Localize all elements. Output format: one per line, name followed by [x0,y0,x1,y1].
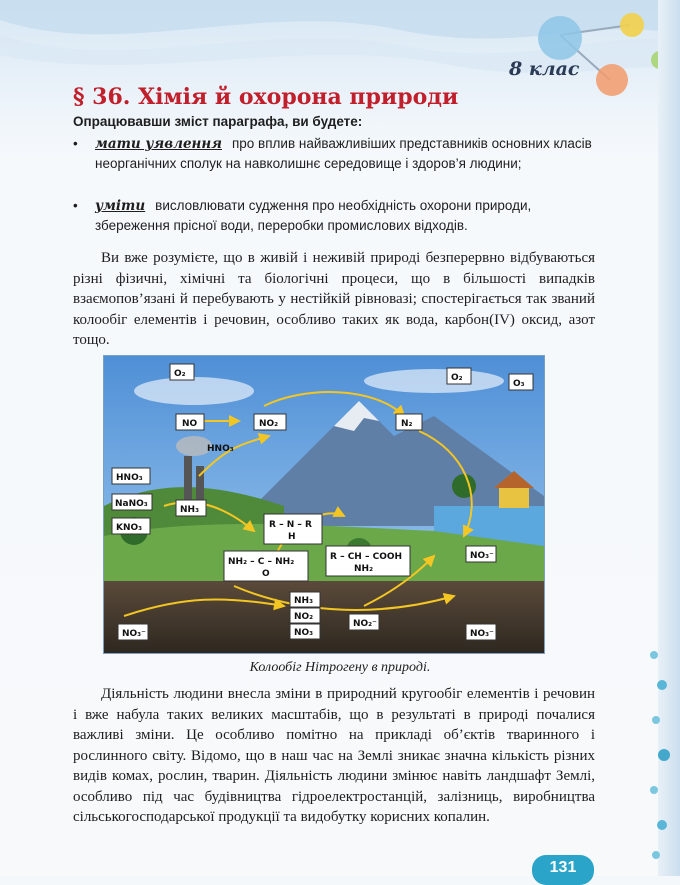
goal-item [73,196,593,236]
svg-text:NO₂: NO₂ [294,612,314,622]
label-n2 [396,414,422,430]
label-amino-acid [326,546,410,576]
svg-text:NO₂: NO₂ [259,419,279,429]
svg-text:R – N – R: R – N – R [269,520,312,530]
nitrogen-cycle-diagram [103,355,545,654]
label-no3-bottom-left [118,624,148,640]
svg-text:HNO₃: HNO₃ [207,444,234,454]
svg-text:O: O [262,569,270,579]
label-hno3 [112,468,150,484]
goal-text: про вплив найважливіших представників основних класів неорганічних сполук на навколишнє середовище і здоров’я людини; [95,136,592,171]
svg-text:NaNO₃: NaNO₃ [115,499,148,509]
page-number: 131 [532,855,594,885]
svg-text:HNO₃: HNO₃ [116,473,143,483]
grade-label: 8 клас [509,58,580,80]
goal-item [73,134,593,174]
label-hno3-air [207,444,234,454]
svg-text:NO₃: NO₃ [294,628,314,638]
svg-text:NH₃: NH₃ [180,505,200,515]
label-soil-stack [290,592,320,639]
svg-text:NO₃⁻: NO₃⁻ [470,551,494,561]
svg-text:KNO₃: KNO₃ [116,523,143,533]
label-nano3 [112,494,152,510]
label-no2 [254,414,286,430]
section-title: § 36. Хімія й охорона природи [73,84,459,110]
paragraph-intro: Ви вже розумієте, що в живій і неживій природі безперервно відбуваються різні фізичні, хімічні та біологічні процеси, що в більшості випадків взаємопов’язані й перебувають у нестійкій рівновазі; спостерігається так званий колообіг елементів і речовин, особливо таких як вода, карбон(IV) оксид, азот тощо. [73,250,595,348]
svg-text:NO: NO [182,419,198,429]
label-o3 [509,374,533,390]
svg-text:N₂: N₂ [401,419,413,429]
svg-text:NO₃⁻: NO₃⁻ [122,629,146,639]
label-no3-bottom-right [466,624,496,640]
svg-text:O₃: O₃ [513,379,525,389]
label-o2-left [170,364,194,380]
goal-keyword: мати уявлення [95,136,222,152]
svg-text:NH₂: NH₂ [354,564,374,574]
svg-text:NH₃: NH₃ [294,596,314,606]
paragraph-human-impact: Діяльність людини внесла зміни в природний кругообіг елементів і речовин і вже набула таких великих масштабів, що в результаті в природі почалися важливі зміни. Це особливо помітно на прикладі об’єктів тваринного і рослинного світу. Відомо, що в наш час на Землі зникає значна кількість різних видів комах, рослин, тварин. Діяльність людини змінює навіть ландшафт Землі, особливо під час будівництва гідроелектростанцій, залізниць, виробництва сільськогосподарської продукції та видобутку корисних копалин. [73,686,595,825]
svg-text:NO₃⁻: NO₃⁻ [470,629,494,639]
goal-text: висловлювати судження про необхідність охорони природи, збереження прісної води, переробки промислових відходів. [95,198,532,233]
bullet-icon: • [73,198,78,213]
svg-text:R – CH – COOH: R – CH – COOH [330,552,403,562]
svg-text:NH₂ – C – NH₂: NH₂ – C – NH₂ [228,557,295,567]
figure-caption: Колообіг Нітрогену в природі. [249,660,431,675]
soil [104,581,544,653]
svg-text:H: H [288,532,296,542]
label-no [176,414,204,430]
svg-text:O₂: O₂ [174,369,186,379]
label-nh3 [176,500,206,516]
label-amine [264,514,322,544]
bullet-icon: • [73,136,78,151]
section-intro: Опрацювавши зміст параграфа, ви будете: [73,114,363,129]
label-no2-minus [349,614,379,630]
label-urea [224,551,308,581]
svg-text:O₂: O₂ [451,373,463,383]
label-o2-right [447,368,471,384]
label-kno3 [112,518,150,534]
goal-keyword: уміти [95,198,146,214]
svg-text:NO₂⁻: NO₂⁻ [353,619,377,629]
label-no3-mid-right [466,546,496,562]
house [499,486,529,508]
